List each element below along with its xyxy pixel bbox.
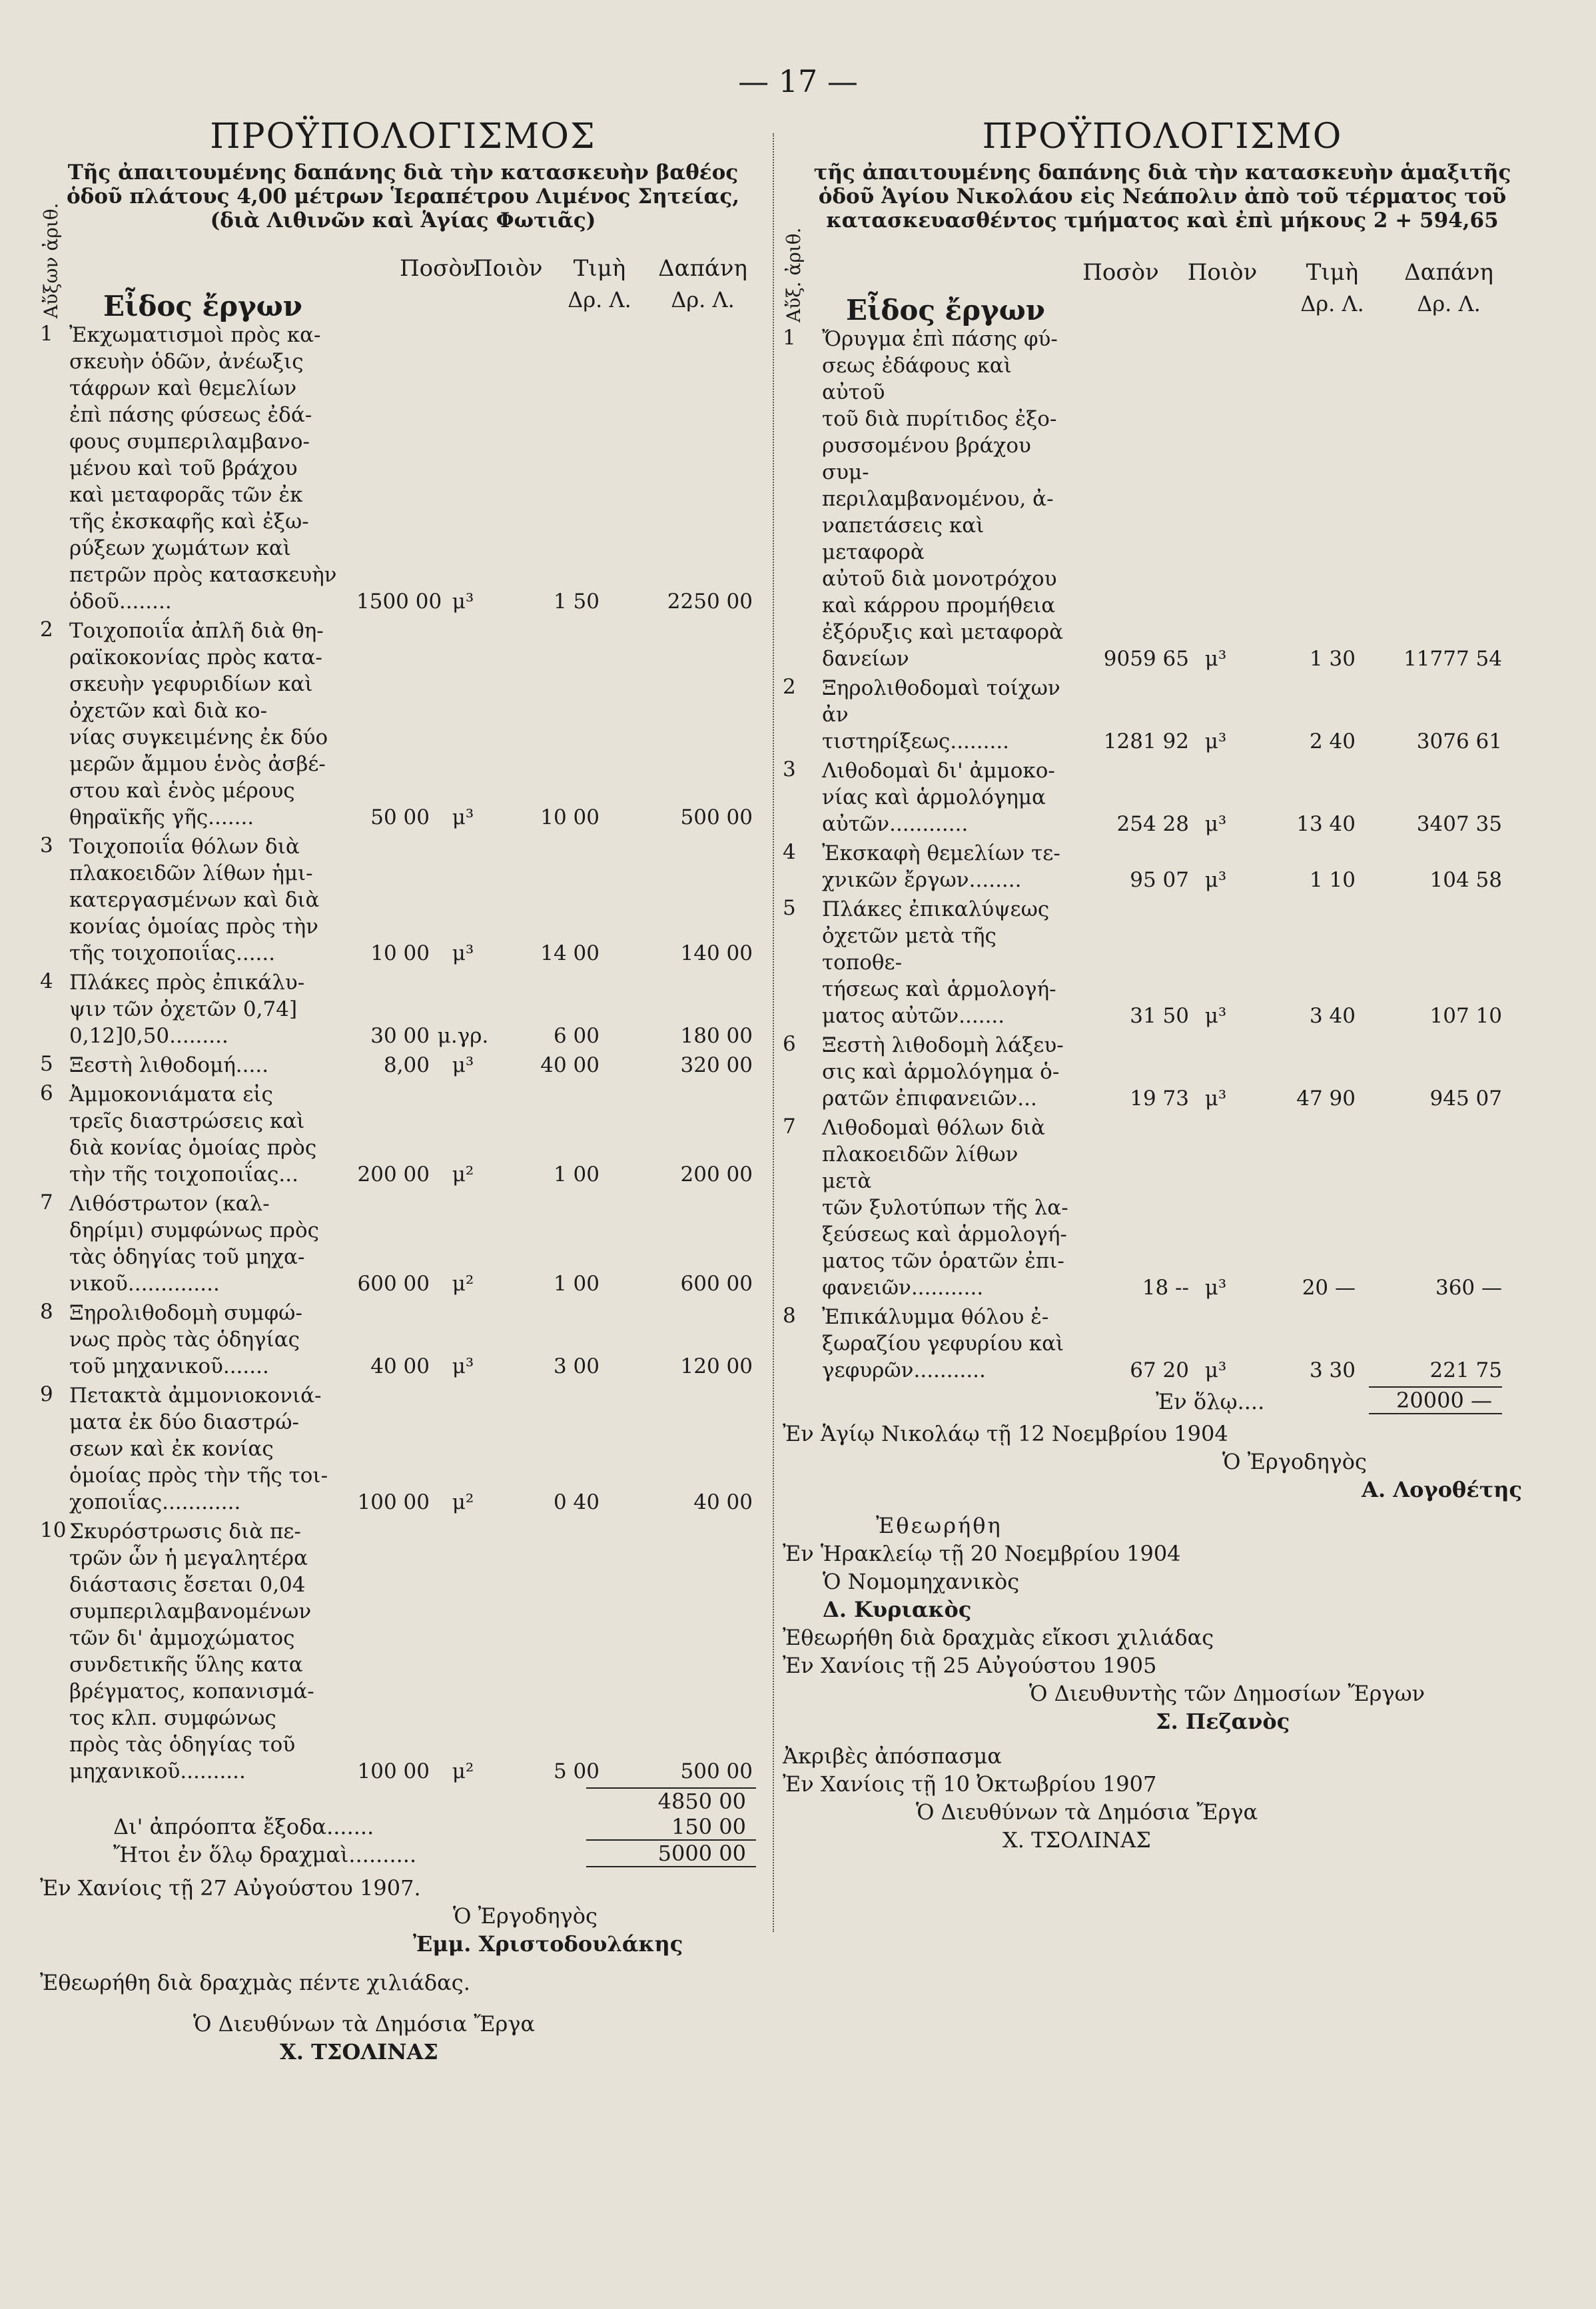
item-quantity: 30 00 xyxy=(370,1024,430,1048)
item-price: 1 30 xyxy=(1309,647,1356,671)
right-items xyxy=(783,326,1542,1384)
left-header-kind: Εἶδος ἔργων xyxy=(103,290,302,322)
item-description: Λιθοδομαὶ θόλων διὰ πλακοειδῶν λίθων μετὰ τῶν ξυλοτύπων τῆς λα- ξεύσεως καὶ ἁρμολογή- ματος τῶν ὁρατῶν ἐπι- φανειῶν........... xyxy=(822,1116,1068,1300)
contingency-row xyxy=(40,1814,766,1839)
item-description: Λιθόστρωτον (καλ- δηρίμι) συμφώνως πρὸς τὰς ὁδηγίας τοῦ μηχα- νικοῦ.............. xyxy=(69,1192,319,1296)
item-unit: μ³ xyxy=(1204,647,1227,671)
item-quantity: 8,00 xyxy=(383,1053,430,1077)
item-cost: 600 00 xyxy=(680,1272,753,1296)
left-header-price-sub: Δρ. Λ. xyxy=(568,287,631,312)
total-row xyxy=(783,1386,1542,1414)
table-row xyxy=(783,1304,1542,1384)
item-cost: 107 10 xyxy=(1429,1004,1502,1028)
right-signer: Α. Λογοθέτης xyxy=(1362,1477,1522,1502)
item-price: 20 — xyxy=(1302,1276,1356,1300)
item-price: 1 00 xyxy=(553,1272,599,1296)
right-final-name: Χ. ΤΣΟΛΙΝΑΣ xyxy=(1002,1827,1151,1853)
item-quantity: 18 -- xyxy=(1142,1276,1189,1300)
item-unit: μ³ xyxy=(1204,1004,1227,1028)
item-price: 47 90 xyxy=(1296,1087,1356,1111)
item-quantity: 95 07 xyxy=(1130,868,1189,892)
item-unit: μ³ xyxy=(452,941,474,965)
item-unit: μ³ xyxy=(452,590,474,614)
right-table-header xyxy=(783,227,1542,326)
page-number: — 17 — xyxy=(738,63,858,99)
item-number: 4 xyxy=(40,969,53,993)
item-number: 8 xyxy=(40,1300,53,1324)
item-description: Ξεστὴ λιθοδομή..... xyxy=(69,1053,269,1077)
item-cost: 320 00 xyxy=(680,1053,753,1077)
right-role: Ὁ Ἐργοδηγὸς xyxy=(1222,1449,1367,1474)
right-header-arith: Αὔξ. ἀριθ. xyxy=(783,227,805,322)
item-cost: 200 00 xyxy=(680,1162,753,1186)
right-director-role: Ὁ Διευθυντὴς τῶν Δημοσίων Ἔργων xyxy=(1029,1681,1425,1706)
item-cost: 140 00 xyxy=(680,941,753,965)
item-number: 9 xyxy=(40,1382,53,1406)
left-header-arith: Αὔξων ἀριθ. xyxy=(40,203,62,318)
item-price: 1 50 xyxy=(553,590,599,614)
item-number: 7 xyxy=(783,1115,796,1139)
item-unit: μ² xyxy=(452,1162,474,1186)
item-quantity: 10 00 xyxy=(370,941,430,965)
item-number: 3 xyxy=(783,757,796,781)
item-price: 6 00 xyxy=(553,1024,599,1048)
item-number: 4 xyxy=(783,840,796,864)
total-label: Ἤτοι ἐν ὅλῳ δραχμαὶ.......... xyxy=(113,1842,417,1867)
item-quantity: 1500 00 xyxy=(356,590,442,614)
item-quantity: 200 00 xyxy=(357,1162,430,1186)
left-signer: Ἐμμ. Χριστοδουλάκης xyxy=(413,1931,683,1957)
item-price: 3 40 xyxy=(1309,1004,1356,1028)
contingency-label: Δι' ἀπρόοπτα ἔξοδα....... xyxy=(113,1814,374,1839)
item-unit: μ³ xyxy=(452,1053,474,1077)
left-signatures xyxy=(40,1874,766,2066)
table-row xyxy=(783,840,1542,893)
item-price: 2 40 xyxy=(1309,729,1356,753)
total-value: 20000 — xyxy=(1369,1386,1502,1414)
right-title: ΠΡΟΫΠΟΛΟΓΙΣΜΟ xyxy=(982,117,1343,157)
item-number: 1 xyxy=(783,326,796,350)
item-number: 5 xyxy=(783,896,796,920)
table-row xyxy=(40,1382,766,1516)
right-nomarch-role: Ὁ Νομομηχανικὸς xyxy=(823,1569,1020,1594)
left-role: Ὁ Ἐργοδηγὸς xyxy=(453,1903,598,1929)
table-row xyxy=(783,326,1542,672)
table-row xyxy=(783,675,1542,755)
item-description: Ξηρολιθοδομαὶ τοίχων ἀν τιστηρίξεως......... xyxy=(822,676,1060,753)
left-header-qty: Ποσὸν xyxy=(400,255,476,282)
item-description: Πλάκες πρὸς ἐπικάλυ- ψιν τῶν ὀχετῶν 0,74] 0,12]0,50......... xyxy=(69,971,305,1048)
table-row xyxy=(40,969,766,1049)
right-extract: Ἀκριβὲς ἀπόσπασμα xyxy=(783,1743,1002,1769)
total-label: Ἐν ὅλῳ.... xyxy=(1156,1389,1265,1414)
item-price: 3 00 xyxy=(553,1354,599,1378)
item-description: Τοιχοποιΐα ἀπλῆ διὰ θη- ραϊκοκονίας πρὸς κατα- σκευὴν γεφυριδίων καὶ ὀχετῶν καὶ διὰ κο- νίας συγκειμένης ἐκ δύο μερῶν ἄμμου ἑνὸς ἀσβέ- στου καὶ ἑνὸς μέρους θηραϊκῆς γῆς....... xyxy=(69,619,328,829)
table-row xyxy=(40,618,766,831)
left-header-unit: Ποιὸν xyxy=(473,255,543,282)
item-price: 10 00 xyxy=(540,805,599,829)
right-header-cost-sub: Δρ. Λ. xyxy=(1417,291,1481,316)
item-description: Ἐπικάλυμμα θόλου ἐ- ξωραζίου γεφυρίου καὶ γεφυρῶν........... xyxy=(822,1305,1064,1382)
item-price: 13 40 xyxy=(1296,812,1356,836)
table-row xyxy=(783,1032,1542,1112)
item-description: Τοιχοποιΐα θόλων διὰ πλακοειδῶν λίθων ἡμι- κατεργασμένων καὶ διὰ κονίας ὁμοίας πρὸς τὴν τῆς τοιχοποιΐας...... xyxy=(69,835,320,965)
item-unit: μ² xyxy=(452,1272,474,1296)
item-description: Λιθοδομαὶ δι' ἀμμοκο- νίας καὶ ἁρμολόγημα αὐτῶν............ xyxy=(822,759,1055,836)
right-approved-place: Ἐν Χανίοις τῇ 25 Αὐγούστου 1905 xyxy=(783,1653,1157,1678)
right-header-unit: Ποιὸν xyxy=(1187,259,1258,286)
item-cost: 2250 00 xyxy=(667,590,753,614)
item-description: Ὄρυγμα ἐπὶ πάσης φύ- σεως ἐδάφους καὶ αὐτοῦ τοῦ διὰ πυρίτιδος ἐξο- ρυσσομένου βράχου συμ- περιλαμβανομένου, ἀ- ναπετάσεις καὶ μεταφορὰ αὐτοῦ διὰ μονοτρόχου καὶ κάρρου προμήθεια ἐξόρυξις καὶ μεταφορὰ δανείων xyxy=(822,327,1064,671)
table-row xyxy=(40,1518,766,1785)
right-final-role: Ὁ Διευθύνων τὰ Δημόσια Ἔργα xyxy=(916,1799,1258,1825)
right-seen: Ἐθεωρήθη xyxy=(876,1513,1002,1538)
item-quantity: 600 00 xyxy=(357,1272,430,1296)
subtotal-value: 4850 00 xyxy=(586,1787,756,1814)
item-unit: μ³ xyxy=(1204,812,1227,836)
left-header-price: Τιμὴ xyxy=(573,255,626,282)
item-cost: 120 00 xyxy=(680,1354,753,1378)
item-description: Ξηρολιθοδομὴ συμφώ- νως πρὸς τὰς ὁδηγίας τοῦ μηχανικοῦ....... xyxy=(69,1301,302,1378)
item-quantity: 1281 92 xyxy=(1103,729,1189,753)
right-header-cost: Δαπάνη xyxy=(1404,259,1493,286)
left-subtitle: Τῆς ἀπαιτουμένης δαπάνης διὰ τὴν κατασκευὴν βαθέος ὁδοῦ πλάτους 4,00 μέτρων Ἱεραπέτρου Λιμένος Σητείας, (διὰ Λιθινῶν καὶ Ἁγίας Φωτιᾶς) xyxy=(66,161,739,232)
item-quantity: 50 00 xyxy=(370,805,430,829)
item-number: 6 xyxy=(783,1032,796,1056)
item-unit: μ³ xyxy=(1204,729,1227,753)
item-description: Ἐκσκαφὴ θεμελίων τε- χνικῶν ἔργων........ xyxy=(822,841,1060,892)
item-price: 40 00 xyxy=(540,1053,599,1077)
table-row xyxy=(783,1115,1542,1301)
item-number: 1 xyxy=(40,322,53,346)
left-director: Χ. ΤΣΟΛΙΝΑΣ xyxy=(280,2039,438,2065)
item-description: Ξεστὴ λιθοδομὴ λάξευ- σις καὶ ἁρμολόγημα ὁ- ρατῶν ἐπιφανειῶν... xyxy=(822,1033,1064,1111)
item-unit: μ³ xyxy=(1204,1358,1227,1382)
item-number: 8 xyxy=(783,1304,796,1328)
item-quantity: 31 50 xyxy=(1130,1004,1189,1028)
table-row xyxy=(40,1052,766,1079)
item-quantity: 254 28 xyxy=(1116,812,1189,836)
item-unit: μ³ xyxy=(452,805,474,829)
item-description: Ἐκχωματισμοὶ πρὸς κα- σκευὴν ὁδῶν, ἀνέωξις τάφρων καὶ θεμελίων ἐπὶ πάσης φύσεως ἐδά- φους συμπεριλαμβανο- μένου καὶ τοῦ βράχου καὶ μεταφορᾶς τῶν ἐκ τῆς ἐκσκαφῆς καὶ ἐξω- ρύξεων χωμάτων καὶ πετρῶν πρὸς κατασκευὴν ὁδοῦ........ xyxy=(69,323,337,614)
column-divider xyxy=(773,133,774,1932)
item-number: 10 xyxy=(40,1518,67,1542)
table-row xyxy=(40,1190,766,1297)
item-cost: 11777 54 xyxy=(1403,647,1502,671)
right-place-date: Ἐν Ἁγίῳ Νικολάῳ τῇ 12 Νοεμβρίου 1904 xyxy=(783,1421,1228,1446)
item-cost: 3407 35 xyxy=(1416,812,1502,836)
right-subtitle: τῆς ἀπαιτουμένης δαπάνης διὰ τὴν κατασκευὴν ἁμαξιτῆς ὁδοῦ Ἁγίου Νικολάου εἰς Νεάπολιν ἀπὸ τοῦ τέρματος τοῦ κατασκευασθέντος τμήματος καὶ ἐπὶ μήκους 2 + 594,65 xyxy=(813,161,1511,232)
item-price: 1 10 xyxy=(1309,868,1356,892)
right-nomarch: Δ. Κυριακὸς xyxy=(823,1597,972,1622)
item-number: 6 xyxy=(40,1081,53,1105)
item-cost: 40 00 xyxy=(693,1490,753,1514)
right-totals xyxy=(783,1386,1542,1414)
item-price: 5 00 xyxy=(553,1759,599,1783)
item-unit: μ³ xyxy=(1204,868,1227,892)
right-budget xyxy=(783,117,1542,1854)
item-description: Σκυρόστρωσις διὰ πε- τρῶν ὧν ἡ μεγαλητέρα διάστασις ἔσεται 0,04 συμπεριλαμβανομένων τῶν δι' ἀμμοχώματος συνδετικῆς ὕλης κατα βρέγματος, κοπανισμά- τος κλπ. συμφώνως πρὸς τὰς ὁδηγίας τοῦ μηχανικοῦ.......... xyxy=(69,1520,314,1783)
item-number: 7 xyxy=(40,1190,53,1214)
item-quantity: 19 73 xyxy=(1130,1087,1189,1111)
item-cost: 180 00 xyxy=(680,1024,753,1048)
item-number: 2 xyxy=(783,675,796,699)
item-cost: 3076 61 xyxy=(1416,729,1502,753)
item-unit: μ³ xyxy=(1204,1276,1227,1300)
left-items xyxy=(40,322,766,1785)
item-description: Ἀμμοκονιάματα εἰς τρεῖς διαστρώσεις καὶ διὰ κονίας ὁμοίας πρὸς τὴν τῆς τοιχοποιΐας... xyxy=(69,1083,317,1186)
item-price: 1 00 xyxy=(553,1162,599,1186)
right-approved: Ἐθεωρήθη διὰ δραχμὰς εἴκοσι χιλιάδας xyxy=(783,1625,1214,1650)
item-number: 2 xyxy=(40,618,53,642)
item-unit: μ² xyxy=(452,1490,474,1514)
right-header-price-sub: Δρ. Λ. xyxy=(1300,291,1364,316)
item-quantity: 100 00 xyxy=(357,1490,430,1514)
table-row xyxy=(40,1081,766,1188)
left-approved: Ἐθεωρήθη διὰ δραχμὰς πέντε χιλιάδας. xyxy=(40,1970,470,1995)
item-quantity: 67 20 xyxy=(1130,1358,1189,1382)
right-header-kind: Εἶδος ἔργων xyxy=(846,294,1045,326)
item-quantity: 100 00 xyxy=(357,1759,430,1783)
right-header-qty: Ποσὸν xyxy=(1082,259,1159,286)
item-price: 0 40 xyxy=(553,1490,599,1514)
right-header-price: Τιμὴ xyxy=(1306,259,1359,286)
left-budget xyxy=(40,117,766,2066)
item-price: 3 30 xyxy=(1309,1358,1356,1382)
item-cost: 221 75 xyxy=(1429,1358,1502,1382)
left-director-role: Ὁ Διευθύνων τὰ Δημόσια Ἔργα xyxy=(193,2011,536,2037)
item-unit: μ² xyxy=(452,1759,474,1783)
item-price: 14 00 xyxy=(540,941,599,965)
table-row xyxy=(40,833,766,967)
table-row xyxy=(783,757,1542,837)
left-place-date: Ἐν Χανίοις τῇ 27 Αὐγούστου 1907. xyxy=(40,1875,421,1901)
right-extract-place: Ἐν Χανίοις τῇ 10 Ὀκτωβρίου 1907 xyxy=(783,1771,1157,1797)
item-cost: 500 00 xyxy=(680,1759,753,1783)
item-cost: 360 — xyxy=(1435,1276,1502,1300)
left-table-header xyxy=(40,203,766,322)
item-description: Πετακτὰ ἀμμονιοκονιά- ματα ἐκ δύο διαστρώ- σεων καὶ ἐκ κονίας ὁμοίας πρὸς τὴν τῆς τοι- χοποιΐας............ xyxy=(69,1384,328,1514)
left-totals xyxy=(40,1787,766,1867)
right-director: Σ. Πεζανὸς xyxy=(1156,1709,1290,1734)
contingency-value: 150 00 xyxy=(671,1814,746,1839)
subtotal-row xyxy=(40,1787,766,1814)
right-seen-place: Ἐν Ἡρακλείῳ τῇ 20 Νοεμβρίου 1904 xyxy=(783,1541,1181,1566)
item-description: Πλάκες ἐπικαλύψεως ὀχετῶν μετὰ τῆς τοποθε- τήσεως καὶ ἁρμολογή- ματος αὐτῶν....... xyxy=(822,897,1056,1028)
item-quantity: 40 00 xyxy=(370,1354,430,1378)
item-cost: 104 58 xyxy=(1429,868,1502,892)
left-header-cost: Δαπάνη xyxy=(658,255,747,282)
item-unit: μ³ xyxy=(452,1354,474,1378)
total-row xyxy=(40,1839,766,1867)
item-unit: μ³ xyxy=(1204,1087,1227,1111)
item-number: 3 xyxy=(40,833,53,857)
left-title: ΠΡΟΫΠΟΛΟΓΙΣΜΟΣ xyxy=(210,117,596,157)
total-value: 5000 00 xyxy=(586,1839,756,1867)
item-quantity: 9059 65 xyxy=(1103,647,1189,671)
right-signatures xyxy=(783,1420,1542,1854)
item-unit: μ.γρ. xyxy=(437,1024,489,1048)
table-row xyxy=(783,896,1542,1029)
item-number: 5 xyxy=(40,1052,53,1076)
table-row xyxy=(40,322,766,615)
item-cost: 500 00 xyxy=(680,805,753,829)
table-row xyxy=(40,1300,766,1380)
left-header-cost-sub: Δρ. Λ. xyxy=(671,287,735,312)
item-cost: 945 07 xyxy=(1429,1087,1502,1111)
